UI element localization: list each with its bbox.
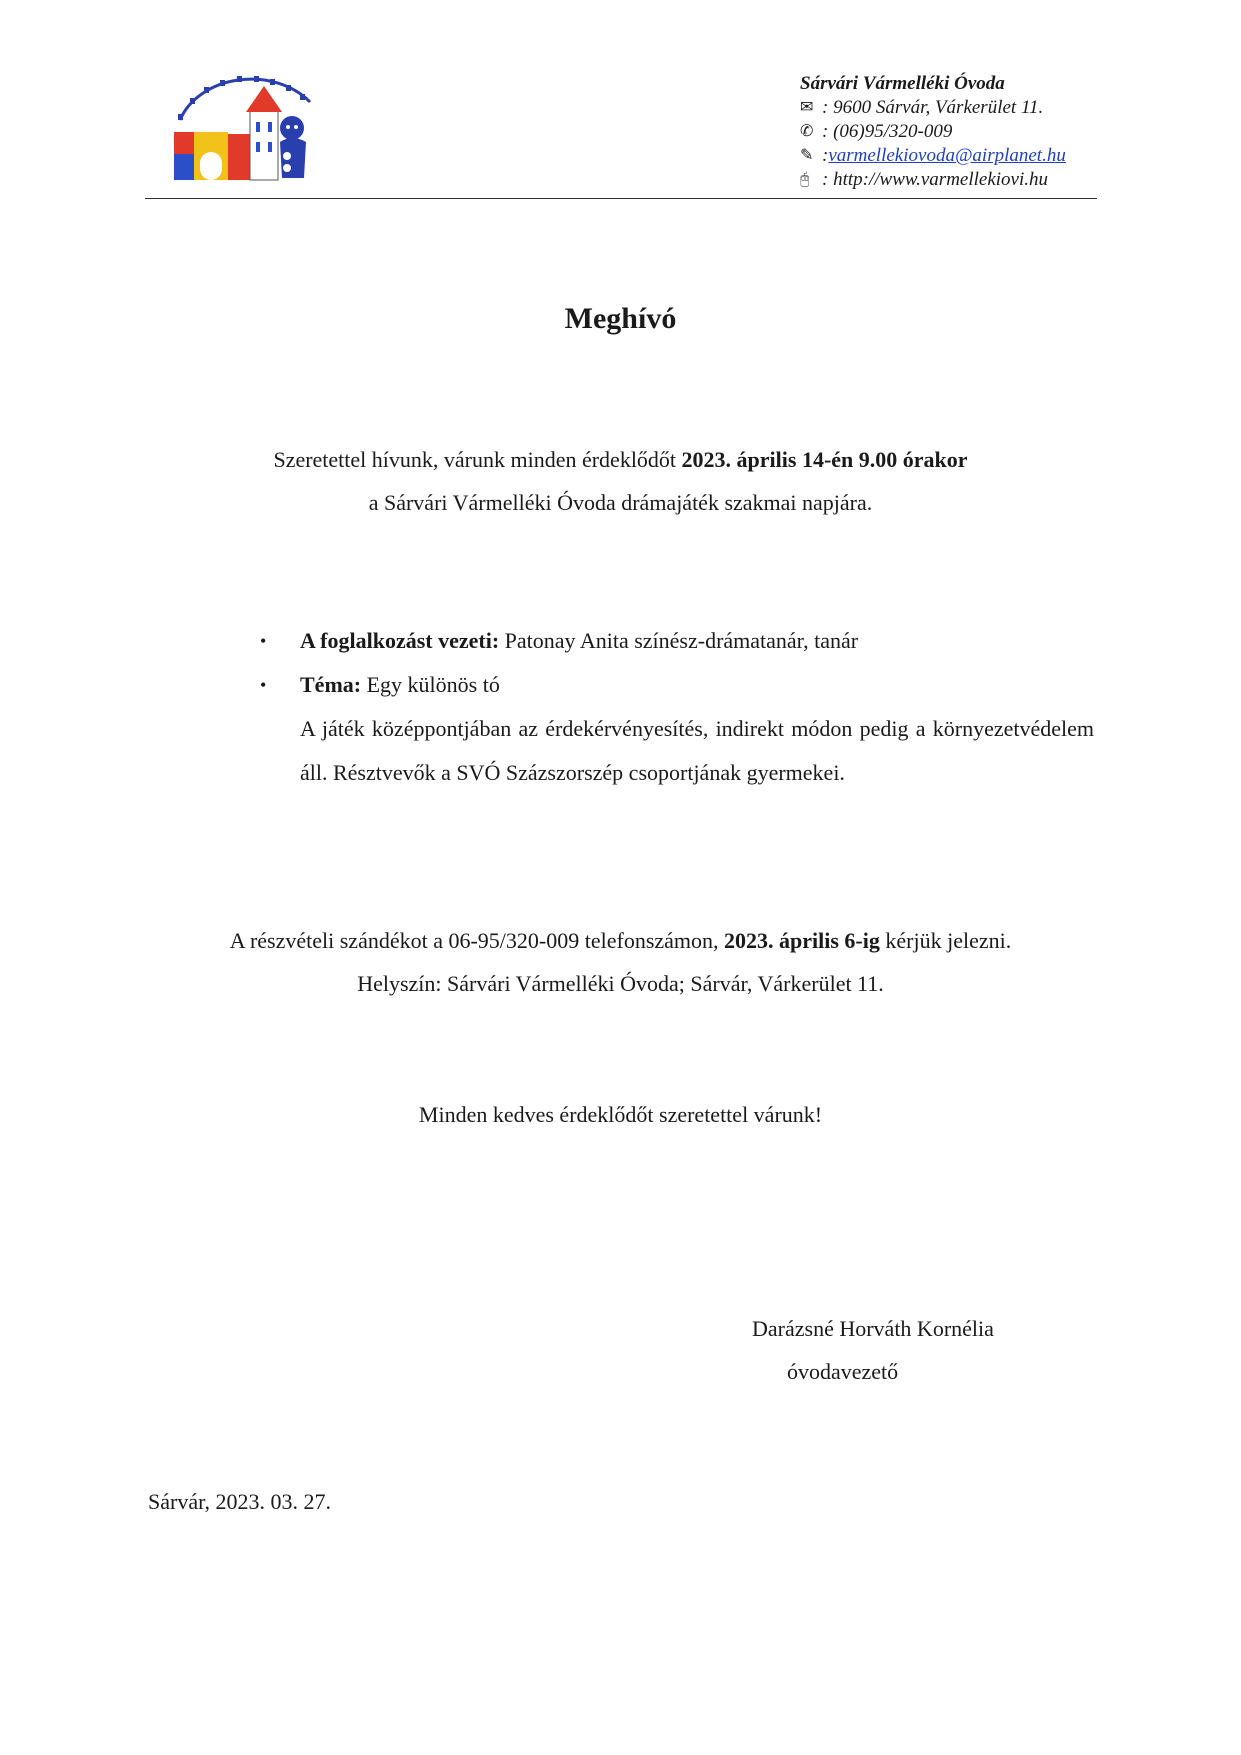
rsvp-line — [0, 926, 1241, 956]
letterhead-contact — [800, 72, 1100, 192]
bullet: • — [260, 675, 267, 695]
castle-logo-icon — [170, 72, 330, 190]
leader-label: A foglalkozást vezeti: — [300, 628, 500, 653]
mouse-icon: 🖰 — [800, 171, 810, 188]
topic-value: Egy különös tó — [361, 672, 500, 697]
phone-fax-icon: ✆ — [800, 123, 814, 140]
phone-text: : (06)95/320-009 — [822, 121, 953, 142]
email-row — [800, 144, 1100, 168]
address-text: : 9600 Sárvár, Várkerület 11. — [822, 97, 1044, 118]
list-item-topic — [260, 663, 1094, 795]
rsvp-text: A részvételi szándékot a 06-95/320-009 telefonszámon, — [229, 928, 725, 953]
leader-value: Patonay Anita színész-drámatanár, tanár — [499, 628, 859, 653]
event-datetime: 2023. április 14-én 9.00 órakor — [681, 447, 968, 472]
email-icon: ✎ — [800, 147, 814, 164]
bullet: • — [260, 631, 267, 651]
signatory-role: óvodavezető — [787, 1359, 899, 1384]
header-divider — [145, 198, 1097, 199]
list-item-leader — [260, 619, 1094, 663]
rsvp-deadline: 2023. április 6-ig — [724, 928, 880, 953]
email-link[interactable]: varmellekiovoda@airplanet.hu — [828, 145, 1066, 166]
web-text: : http://www.varmellekiovi.hu — [822, 169, 1049, 190]
kindergarten-logo — [170, 72, 330, 190]
topic-label: Téma: — [300, 672, 362, 697]
envelope-icon: ✉ — [800, 99, 814, 116]
signatory-name: Darázsné Horváth Kornélia — [752, 1316, 994, 1341]
web-row — [800, 168, 1100, 192]
document-title: Meghívó — [564, 302, 677, 335]
location-line: Helyszín: Sárvári Vármelléki Óvoda; Sárvár, Várkerület 11. — [357, 971, 884, 996]
intro-text: Szeretettel hívunk, várunk minden érdeklődőt — [273, 447, 682, 472]
email-separator: : — [822, 145, 829, 166]
phone-row — [800, 120, 1100, 144]
address-row — [800, 96, 1100, 120]
closing-line: Minden kedves érdeklődőt szeretettel várunk! — [418, 1102, 823, 1127]
organization-name: Sárvári Vármelléki Óvoda — [800, 73, 1005, 94]
details-list — [260, 619, 1094, 795]
topic-description: A játék középpontjában az érdekérvényesítés, indirekt módon pedig a környezetvédelem áll. Résztvevők a SVÓ Százszorszép csoportjának gyermekei. — [300, 716, 1094, 785]
intro-line-2: a Sárvári Vármelléki Óvoda drámajáték szakmai napjára. — [368, 490, 873, 515]
intro-line-1 — [0, 445, 1241, 475]
rsvp-text-end: kérjük jelezni. — [879, 928, 1012, 953]
document-date: Sárvár, 2023. 03. 27. — [148, 1489, 332, 1514]
